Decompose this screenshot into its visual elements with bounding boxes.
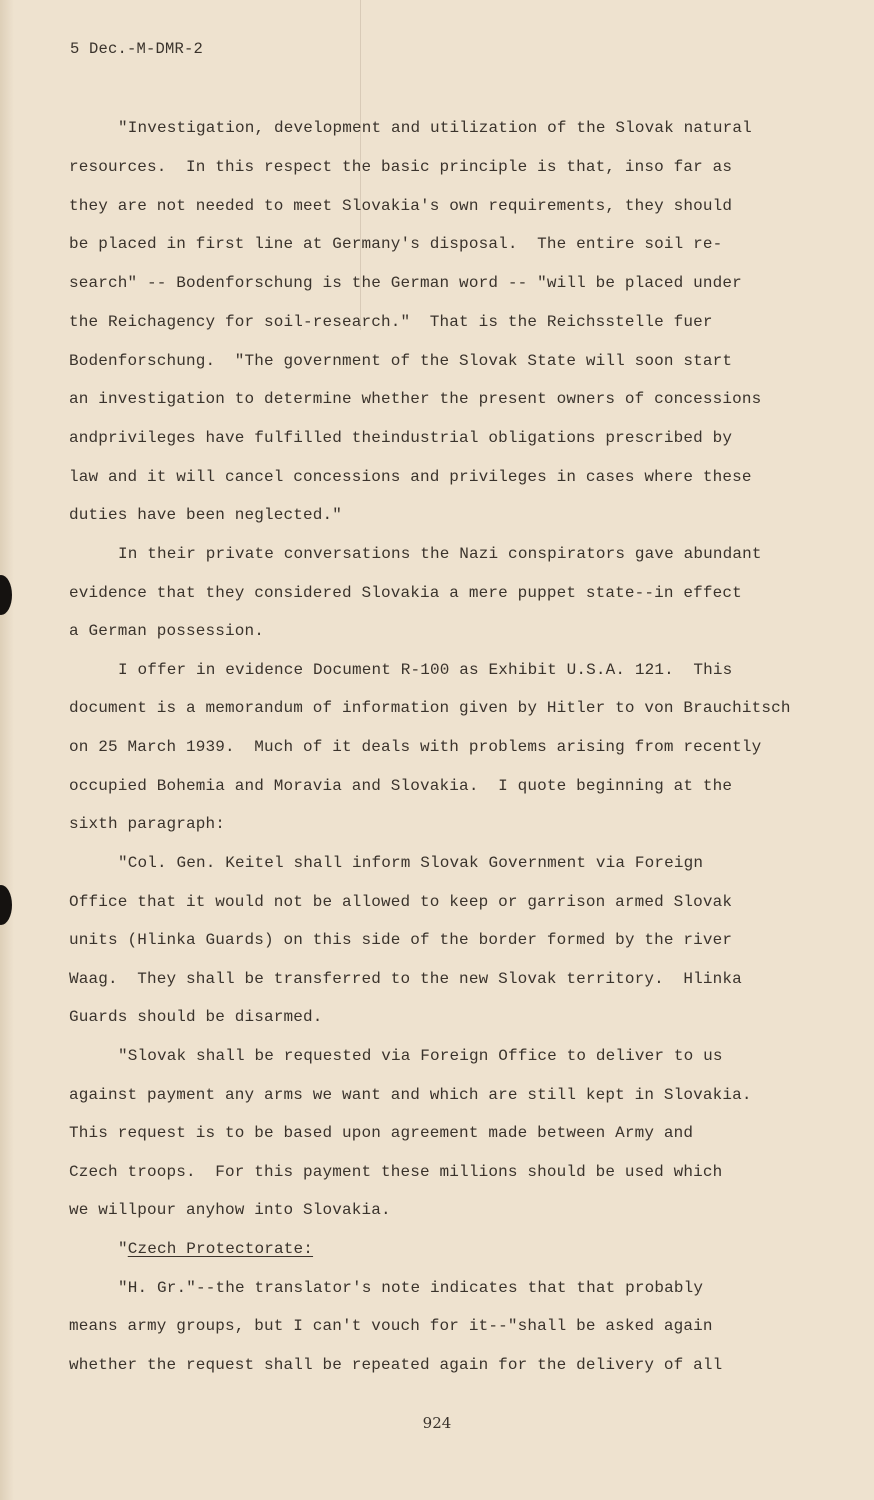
- text-line: This request is to be based upon agreement made between Army and: [69, 1124, 694, 1142]
- text-line: Waag. They shall be transferred to the new Slovak territory. Hlinka: [69, 970, 742, 988]
- text-line: be placed in first line at Germany's disposal. The entire soil re-: [69, 235, 723, 253]
- text-line: document is a memorandum of information given by Hitler to von Brauchitsch: [69, 699, 791, 717]
- text-line: they are not needed to meet Slovakia's own requirements, they should: [69, 197, 733, 215]
- text-line: "Investigation, development and utilization of the Slovak natural: [118, 119, 752, 137]
- text-line: whether the request shall be repeated again for the delivery of all: [69, 1356, 723, 1374]
- text-line: the Reichagency for soil-research." That is the Reichsstelle fuer: [69, 313, 713, 331]
- text-line: resources. In this respect the basic principle is that, inso far as: [69, 158, 733, 176]
- text-line: sixth paragraph:: [69, 815, 226, 833]
- text-line: means army groups, but I can't vouch for it--"shall be asked again: [69, 1317, 713, 1335]
- text-line: occupied Bohemia and Moravia and Slovakia. I quote beginning at the: [69, 777, 733, 795]
- text-line: Office that it would not be allowed to keep or garrison armed Slovak: [69, 893, 733, 911]
- page-number: 924: [422, 1414, 452, 1432]
- text-line: evidence that they considered Slovakia a mere puppet state--in effect: [69, 584, 742, 602]
- text-line: Czech troops. For this payment these millions should be used which: [69, 1163, 723, 1181]
- text-line: In their private conversations the Nazi conspirators gave abundant: [118, 545, 762, 563]
- text-line: "H. Gr."--the translator's note indicates that that probably: [118, 1279, 704, 1297]
- text-line: on 25 March 1939. Much of it deals with problems arising from recently: [69, 738, 762, 756]
- text-line: law and it will cancel concessions and privileges in cases where these: [69, 468, 752, 486]
- opening-quote: ": [118, 1240, 128, 1258]
- text-line: against payment any arms we want and which are still kept in Slovakia.: [69, 1086, 752, 1104]
- text-line: an investigation to determine whether the present owners of concessions: [69, 390, 762, 408]
- page-header: 5 Dec.-M-DMR-2: [70, 40, 204, 58]
- text-line: "Slovak shall be requested via Foreign Office to deliver to us: [118, 1047, 723, 1065]
- text-line: duties have been neglected.": [69, 506, 343, 524]
- text-line: we willpour anyhow into Slovakia.: [69, 1201, 391, 1219]
- page-edge: [0, 0, 14, 1500]
- text-line: units (Hlinka Guards) on this side of the border formed by the river: [69, 931, 733, 949]
- text-line: a German possession.: [69, 622, 265, 640]
- text-line: "Col. Gen. Keitel shall inform Slovak Government via Foreign: [118, 854, 704, 872]
- section-heading-text: Czech Protectorate:: [127, 1240, 314, 1258]
- text-line: I offer in evidence Document R-100 as Exhibit U.S.A. 121. This: [118, 661, 733, 679]
- text-line: Guards should be disarmed.: [69, 1008, 323, 1026]
- text-line: search" -- Bodenforschung is the German word -- "will be placed under: [69, 274, 742, 292]
- section-heading: [118, 1239, 313, 1259]
- text-line: Bodenforschung. "The government of the Slovak State will soon start: [69, 352, 733, 370]
- text-line: andprivileges have fulfilled theindustrial obligations prescribed by: [69, 429, 733, 447]
